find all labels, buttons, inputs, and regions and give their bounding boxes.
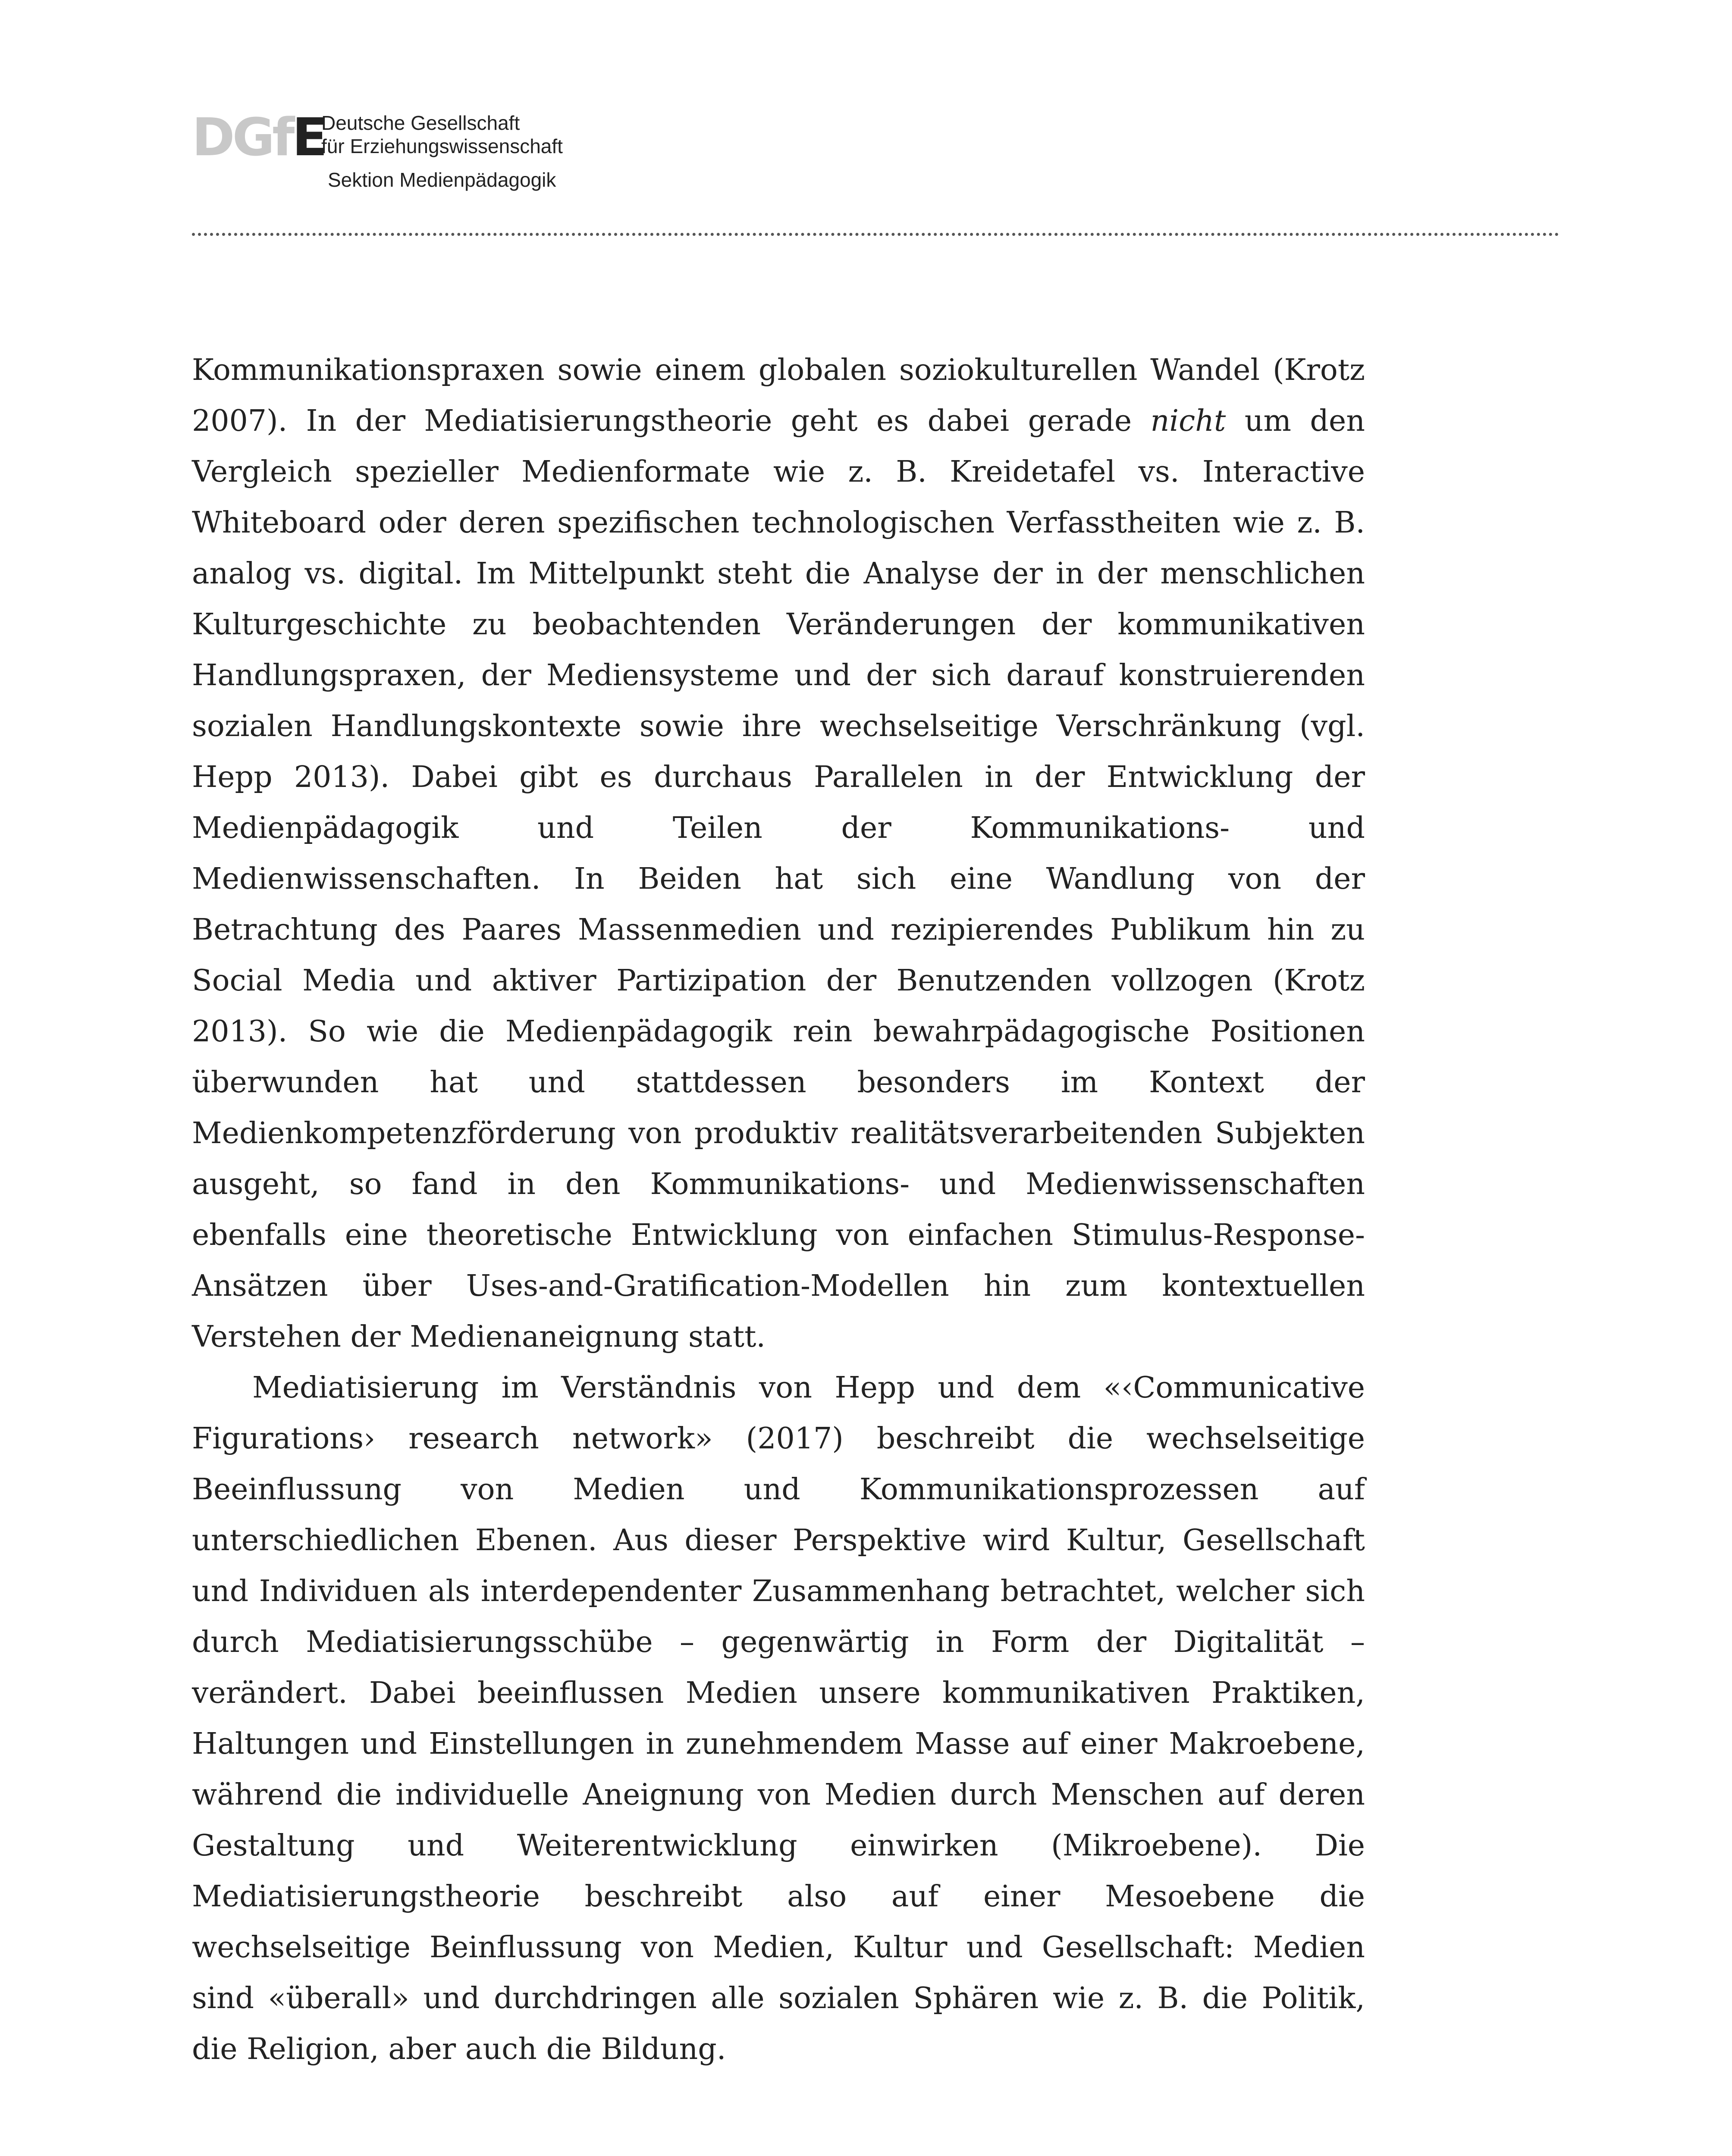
paragraph-1-part-a: Kommunikationspraxen sowie einem globalen soziokulturellen Wandel (Krotz 2007). In der Mediatisierungstheorie geht es dabei gerade bbox=[192, 353, 1365, 438]
header-divider bbox=[192, 233, 1559, 236]
logo-prefix: DGf bbox=[192, 108, 292, 168]
page-header bbox=[192, 103, 1559, 241]
paragraph-2: Mediatisierung im Verständnis von Hepp und dem «‹Communicative Figurations› research network» (2017) beschreibt die wechselseitige Beeinflussung von Medien und Kommunikationsprozessen auf unterschiedlichen Ebenen. Aus dieser Perspektive wird Kultur, Gesellschaft und Individuen als interdependenter Zusammenhang betrachtet, welcher sich durch Mediatisierungsschübe – gegenwärtig in Form der Digitalität – verändert. Dabei beeinflussen Medien unsere kommunikativen Praktiken, Haltungen und Einstellungen in zunehmendem Masse auf einer Makroebene, während die individuelle Aneignung von Medien durch Menschen auf deren Gestaltung und Weiterentwicklung einwirken (Mikroebene). Die Mediatisierungstheorie beschreibt also auf einer Mesoebene die wechselseitige Beinflussung von Medien, Kultur und Gesellschaft: Medien sind «überall» und durchdringen alle sozialen Sphären wie z. B. die Politik, die Religion, aber auch die Bildung. bbox=[192, 1371, 1365, 2066]
organization-name-line1: Deutsche Gesellschaft bbox=[321, 112, 520, 134]
body-text bbox=[192, 345, 1365, 2075]
organization-name bbox=[321, 111, 563, 158]
section-name: Sektion Medienpädagogik bbox=[328, 169, 556, 191]
logo-suffix: E bbox=[292, 108, 325, 168]
paragraph-1-italic: nicht bbox=[1150, 404, 1226, 438]
paragraph-1-part-b: um den Vergleich spezieller Medienformate wie z. B. Kreidetafel vs. Interactive Whiteboard oder deren spezifischen technologischen Verfasstheiten wie z. B. analog vs. digital. Im Mittelpunkt steht die Analyse der in der menschlichen Kulturgeschichte zu beobachtenden Veränderungen der kommunikativen Handlungspraxen, der Mediensysteme und der sich darauf konstruierenden sozialen Handlungskontexte sowie ihre wechselseitige Verschränkung (vgl. Hepp 2013). Dabei gibt es durchaus Parallelen in der Entwicklung der Medienpädagogik und Teilen der Kommunikations- und Medienwissenschaften. In Beiden hat sich eine Wandlung von der Betrachtung des Paares Massenmedien und rezipierendes Publikum hin zu Social Media und aktiver Partizipation der Benutzenden vollzogen (Krotz 2013). So wie die Medienpädagogik rein bewahrpädagogische Positionen überwunden hat und stattdessen besonders im Kontext der Medienkompetenzförderung von produktiv realitätsverarbeitenden Subjekten ausgeht, so fand in den Kommunikations- und Medienwissenschaften ebenfalls eine theoretische Entwicklung von einfachen Stimulus-Response-Ansätzen über Uses-and-Gratification-Modellen hin zum kontextuellen Verstehen der Medienaneignung statt. bbox=[192, 404, 1365, 1354]
organization-name-line2: für Erziehungswissenschaft bbox=[321, 135, 563, 157]
paragraph-1 bbox=[192, 345, 1365, 1363]
dgfe-logo bbox=[192, 108, 325, 168]
